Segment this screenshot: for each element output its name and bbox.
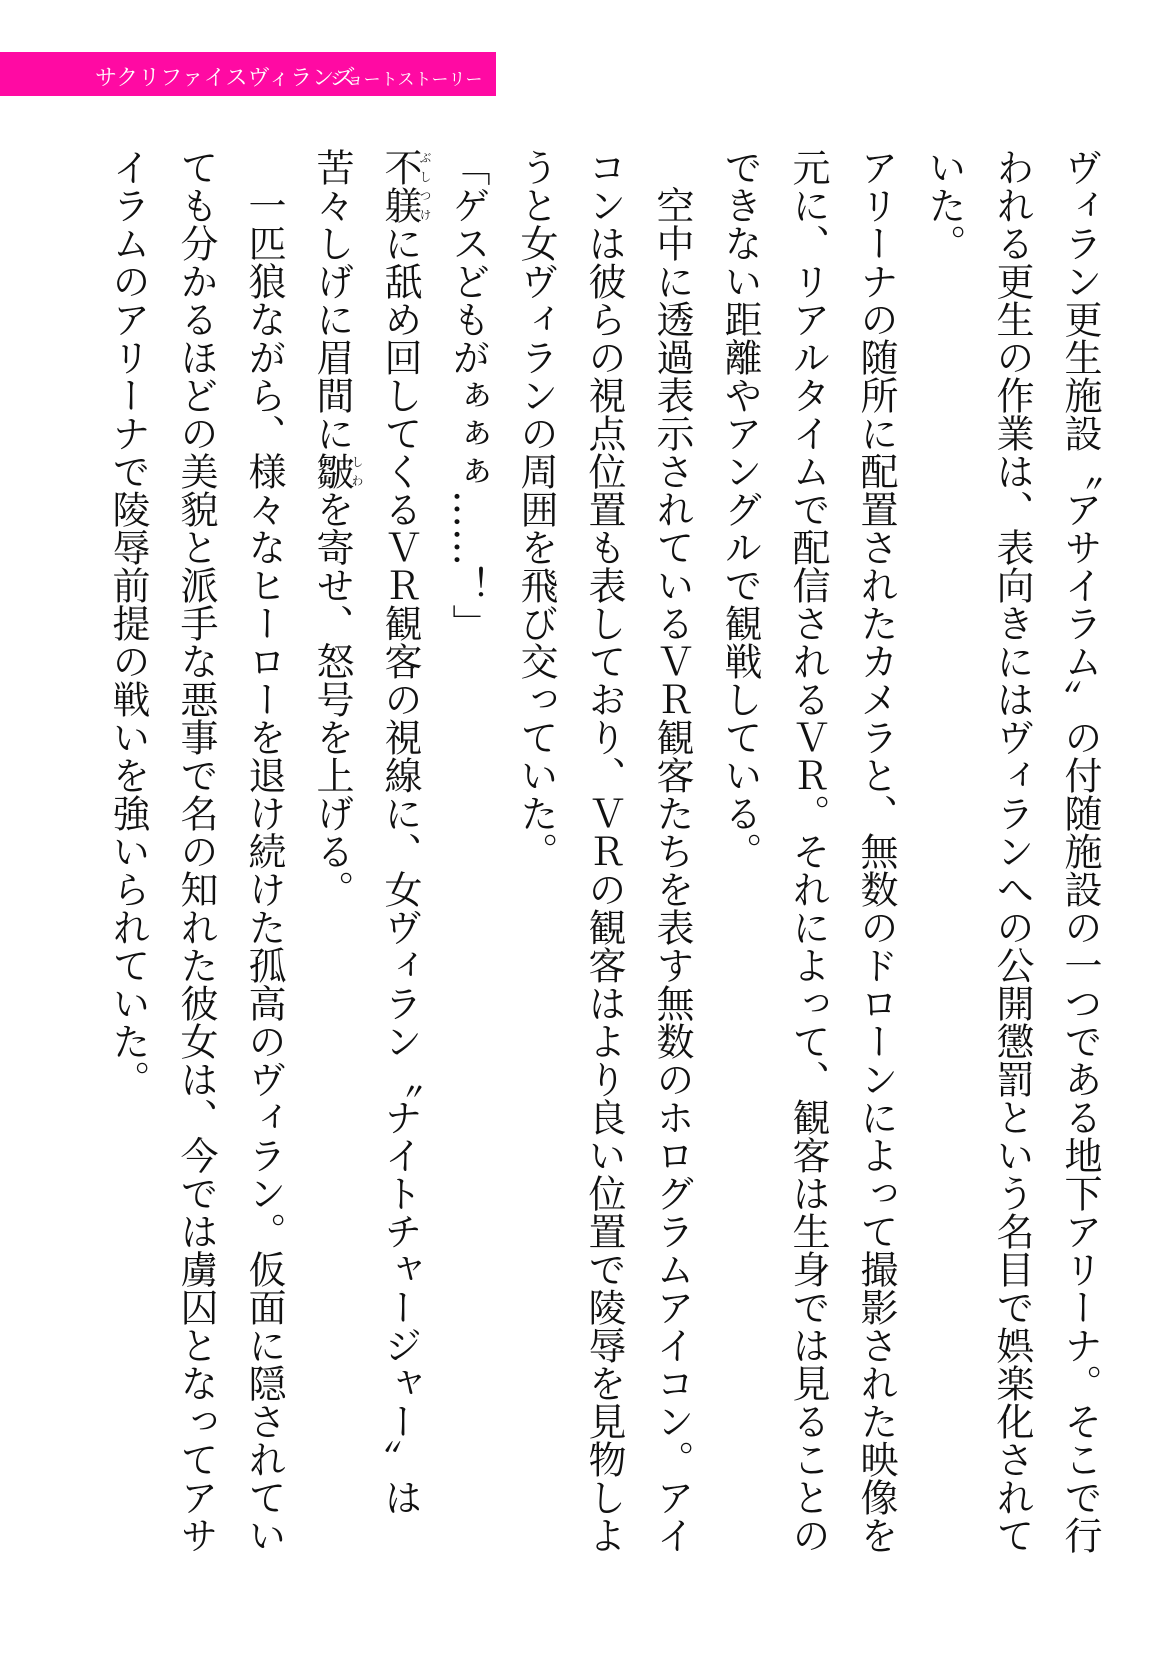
paragraph-5: [298, 148, 434, 1568]
ruby-bushitsuke: [378, 148, 432, 224]
header-banner: [0, 52, 496, 96]
header-title: サクリファイスヴィランズ: [95, 66, 356, 91]
ruby-reading-1: ぶしつけ: [418, 148, 432, 224]
ruby-base-2: 皺: [310, 452, 354, 490]
paragraph-5-end: を寄せ、怒号を上げる。: [310, 490, 354, 908]
ruby-base-1: 不躾: [378, 148, 422, 224]
header-subtitle: ショートストーリー: [330, 70, 483, 90]
paragraph-4-dialogue: 「ゲスどもがぁぁぁ……！」: [446, 148, 490, 642]
paragraph-3: 空中に透過表示されているＶＲ観客たちを表す無数のホログラムアイコン。アイコンは彼らの視点位置も表しており、ＶＲの観客はより良い位置で陵辱を見物しようと女ヴィランの周囲を飛び交っていた。: [514, 148, 694, 1554]
ruby-reading-2: しわ: [350, 452, 364, 490]
paragraph-5-middle: に舐め回してくるＶＲ観客の視線に、女ヴィラン〝ナイトチャージャー〟は苦々しげに眉間に: [310, 148, 422, 1516]
paragraph-2: アリーナの随所に配置されたカメラと、無数のドローンによって撮影された映像を元に、リアルタイムで配信されるＶＲ。それによって、観客は生身では見ることのできない距離やアングルで観戦している。: [718, 148, 898, 1554]
paragraph-1: ヴィラン更生施設〝アサイラム〟の付随施設の一つである地下アリーナ。そこで行われる更生の作業は、表向きにはヴィランへの公開懲罰という名目で娯楽化されていた。: [922, 148, 1102, 1554]
paragraph-6: 一匹狼ながら、様々なヒーローを退け続けた孤高のヴィラン。仮面に隠されていても分かるほどの美貌と派手な悪事で名の知れた彼女は、今では虜囚となってアサイラムのアリーナで陵辱前提の戦いを強いられていた。: [106, 148, 286, 1554]
vertical-body-text: [94, 148, 1114, 1568]
ruby-shiwa: [310, 452, 364, 490]
